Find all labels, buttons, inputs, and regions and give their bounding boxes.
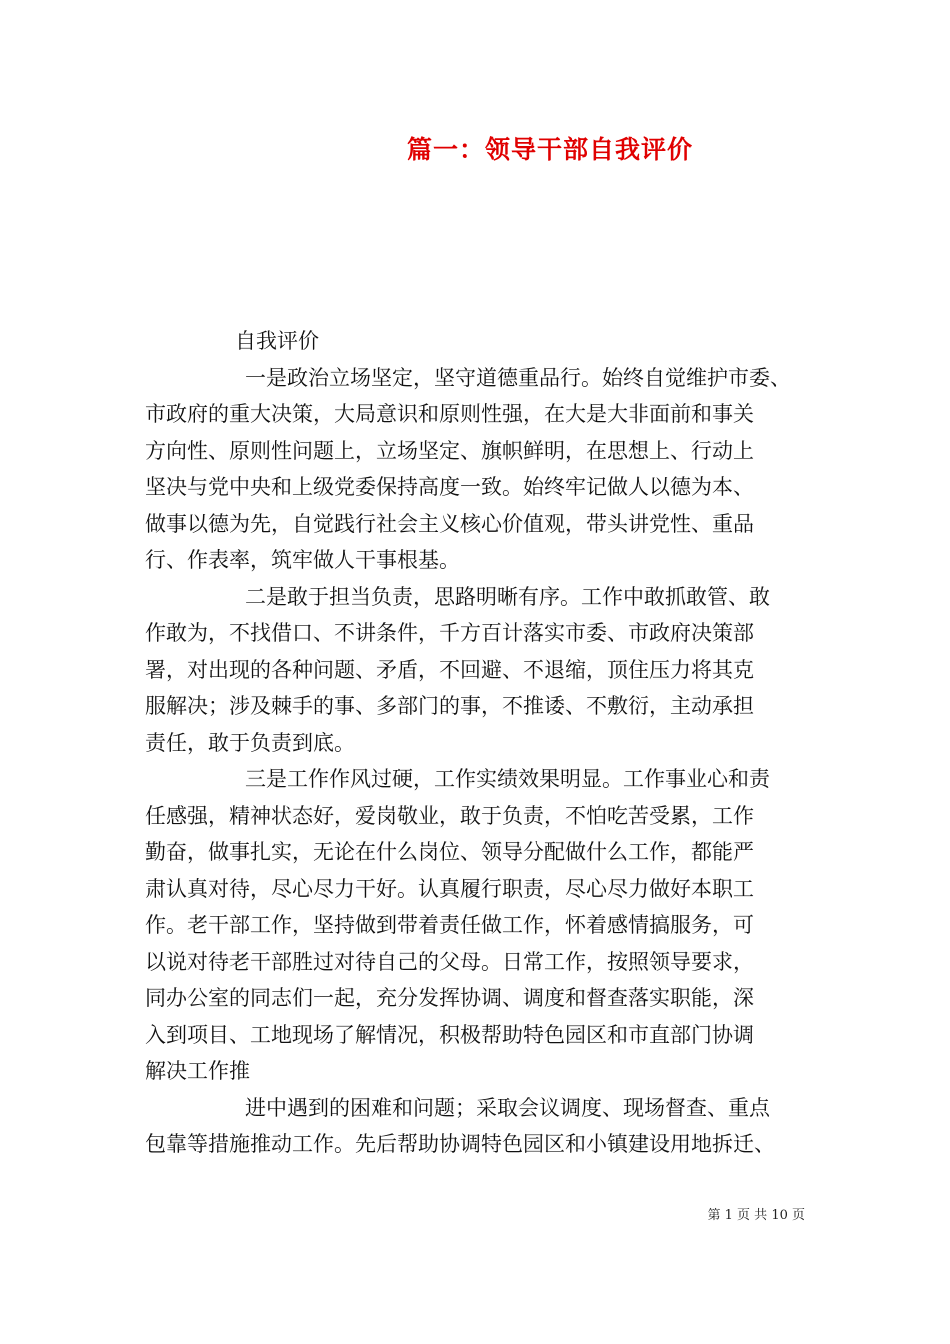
paragraph <box>145 360 815 579</box>
paragraph-line: 二是敢于担当负责，思路明晰有序。工作中敢抓敢管、敢 <box>245 584 770 609</box>
paragraph-line: 以说对待老干部胜过对待自己的父母。日常工作，按照领导要求， <box>145 949 754 974</box>
paragraph-line: 肃认真对待，尽心尽力干好。认真履行职责，尽心尽力做好本职工 <box>145 876 754 901</box>
paragraph-line: 方向性、原则性问题上，立场坚定、旗帜鲜明，在思想上、行动上 <box>145 438 754 463</box>
paragraph-line: 市政府的重大决策，大局意识和原则性强，在大是大非面前和事关 <box>145 402 754 426</box>
paragraph-line: 包靠等措施推动工作。先后帮助协调特色园区和小镇建设用地拆迁、 <box>145 1132 775 1156</box>
document-body <box>145 323 815 1163</box>
paragraph-line: 一是政治立场坚定，坚守道德重品行。始终自觉维护市委、 <box>245 365 791 390</box>
section-heading: 自我评价 <box>235 329 319 353</box>
paragraph-line: 服解决；涉及棘手的事、多部门的事，不推诿、不敷衍，主动承担 <box>145 694 754 718</box>
paragraph-line: 勤奋，做事扎实，无论在什么岗位、领导分配做什么工作，都能严 <box>145 840 754 864</box>
paragraph-line: 作敢为，不找借口、不讲条件，千方百计落实市委、市政府决策部 <box>145 621 754 645</box>
document-title: 篇一：领导干部自我评价 <box>406 135 693 164</box>
paragraph-line: 解决工作推 <box>145 1059 250 1083</box>
paragraph-line: 同办公室的同志们一起，充分发挥协调、调度和督查落实职能，深 <box>145 986 754 1010</box>
paragraph <box>145 761 815 1090</box>
paragraph <box>145 579 815 762</box>
paragraph-line: 行、作表率，筑牢做人干事根基。 <box>145 548 460 572</box>
paragraph-line: 任感强，精神状态好，爱岗敬业，敢于负责，不怕吃苦受累，工作 <box>145 803 754 828</box>
paragraph-line: 作。老干部工作，坚持做到带着责任做工作，怀着感情搞服务，可 <box>145 913 754 937</box>
paragraph-line: 做事以德为先，自觉践行社会主义核心价值观，带头讲党性、重品 <box>145 511 754 536</box>
paragraph-line: 入到项目、工地现场了解情况，积极帮助特色园区和市直部门协调 <box>145 1022 754 1047</box>
paragraph-line: 三是工作作风过硬，工作实绩效果明显。工作事业心和责 <box>245 767 770 791</box>
paragraph-line: 责任，敢于负责到底。 <box>145 730 355 755</box>
paragraph-line: 署，对出现的各种问题、矛盾，不回避、不退缩，顶住压力将其克 <box>145 657 754 682</box>
paragraph-line: 坚决与党中央和上级党委保持高度一致。始终牢记做人以德为本、 <box>145 475 754 499</box>
paragraph-line: 进中遇到的困难和问题；采取会议调度、现场督查、重点 <box>245 1095 770 1120</box>
paragraph <box>145 1090 815 1163</box>
page-number-footer: 第 1 页 共 10 页 <box>707 1208 805 1223</box>
